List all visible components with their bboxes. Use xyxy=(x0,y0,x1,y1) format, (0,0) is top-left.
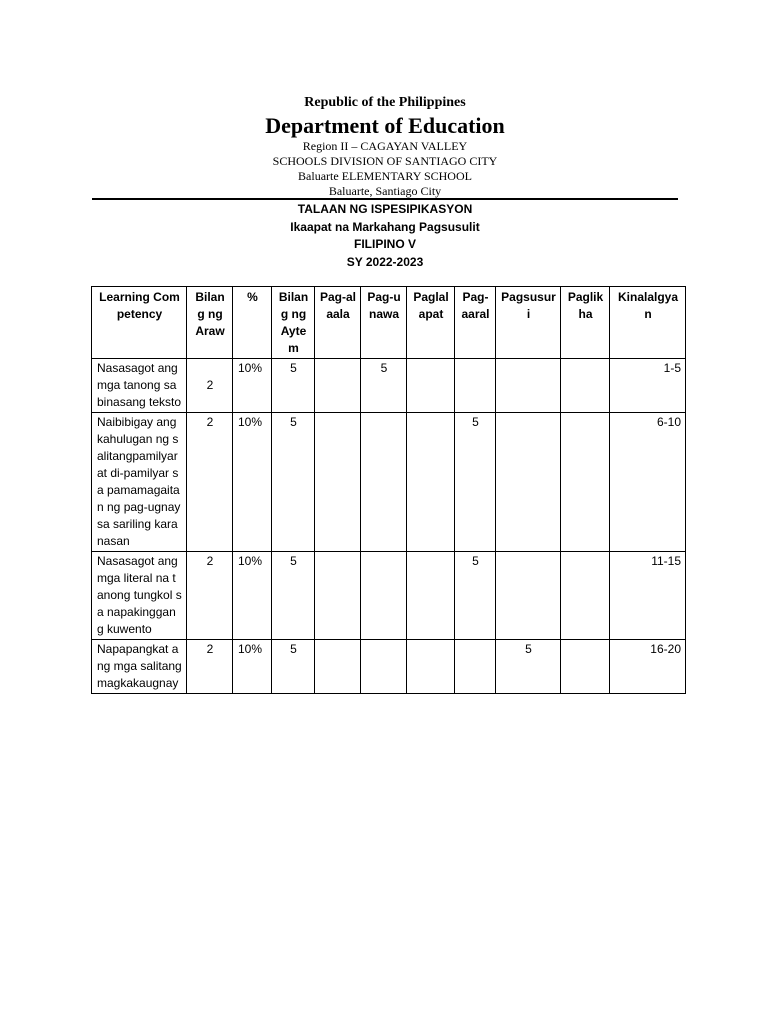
division-line: SCHOOLS DIVISION OF SANTIAGO CITY xyxy=(272,154,498,168)
pagalaala-cell xyxy=(315,413,361,552)
paglikha-cell xyxy=(561,552,610,640)
pagsusuri-cell xyxy=(496,552,561,640)
subject-line: FILIPINO V xyxy=(353,237,416,251)
table-row xyxy=(92,552,686,640)
pagunawa-cell xyxy=(361,552,407,640)
school-year-line: SY 2022-2023 xyxy=(346,254,424,269)
table-row xyxy=(92,413,686,552)
pagaaral-cell xyxy=(455,359,496,413)
paglalapat-cell xyxy=(407,640,455,694)
aytem-cell: 5 xyxy=(272,413,315,552)
header-cell: Paglikha xyxy=(561,287,610,359)
pagaaral-cell: 5 xyxy=(455,552,496,640)
header-cell: Bilang ng Aytem xyxy=(272,287,315,359)
document-titles xyxy=(92,201,678,271)
competency-cell: Nasasagot ang mga literal na tanong tungkol sa napakinggang kuwento xyxy=(92,552,187,640)
percent-cell: 10% xyxy=(233,552,272,640)
address-line: Baluarte, Santiago City xyxy=(328,184,442,198)
pagaaral-cell xyxy=(455,640,496,694)
paglikha-cell xyxy=(561,640,610,694)
republic-line: Republic of the Philippines xyxy=(304,95,466,110)
school-line: Baluarte ELEMENTARY SCHOOL xyxy=(298,169,472,183)
table-row xyxy=(92,640,686,694)
paglikha-cell xyxy=(561,413,610,552)
percent-cell: 10% xyxy=(233,640,272,694)
percent-cell: 10% xyxy=(233,359,272,413)
department-title: Department of Education xyxy=(265,113,505,138)
header-cell: Bilang ng Araw xyxy=(187,287,233,359)
kinalalagyan-cell: 6-10 xyxy=(610,413,686,552)
kinalalagyan-cell: 16-20 xyxy=(610,640,686,694)
header-divider xyxy=(92,198,678,200)
kinalalagyan-cell: 1-5 xyxy=(610,359,686,413)
aytem-cell: 5 xyxy=(272,552,315,640)
araw-cell: 2 xyxy=(187,413,233,552)
paglalapat-cell xyxy=(407,552,455,640)
specification-table xyxy=(91,286,686,694)
pagunawa-cell xyxy=(361,640,407,694)
header-cell: Pag-unawa xyxy=(361,287,407,359)
pagsusuri-cell xyxy=(496,359,561,413)
header-cell: Learning Competency xyxy=(92,287,187,359)
kinalalagyan-cell: 11-15 xyxy=(610,552,686,640)
pagalaala-cell xyxy=(315,552,361,640)
percent-cell: 10% xyxy=(233,413,272,552)
header-cell: Pag-aaral xyxy=(455,287,496,359)
pagunawa-cell: 5 xyxy=(361,359,407,413)
araw-cell: 2 xyxy=(187,359,233,413)
paglalapat-cell xyxy=(407,359,455,413)
aytem-cell: 5 xyxy=(272,359,315,413)
header-cell: Pag-alaala xyxy=(315,287,361,359)
pagsusuri-cell xyxy=(496,413,561,552)
table-header-row xyxy=(92,287,686,359)
pagaaral-cell: 5 xyxy=(455,413,496,552)
competency-cell: Nasasagot ang mga tanong sa binasang teksto xyxy=(92,359,187,413)
competency-cell: Napapangkat ang mga salitang magkakaugnay xyxy=(92,640,187,694)
pagalaala-cell xyxy=(315,359,361,413)
araw-cell: 2 xyxy=(187,640,233,694)
region-line: Region II – CAGAYAN VALLEY xyxy=(302,139,468,153)
document-title: TALAAN NG ISPESIPIKASYON xyxy=(297,202,473,216)
document-subtitle: Ikaapat na Markahang Pagsusulit xyxy=(290,219,480,234)
competency-cell: Naibibigay ang kahulugan ng salitangpamilyar at di-pamilyar sa pamamagaitan ng pag-ugnay sa sariling karanasan xyxy=(92,413,187,552)
aytem-cell: 5 xyxy=(272,640,315,694)
table-row xyxy=(92,359,686,413)
header-cell: Pagsusuri xyxy=(496,287,561,359)
pagalaala-cell xyxy=(315,640,361,694)
header-cell: Paglalapat xyxy=(407,287,455,359)
pagunawa-cell xyxy=(361,413,407,552)
header-cell: % xyxy=(233,287,272,359)
araw-cell: 2 xyxy=(187,552,233,640)
header-cell: Kinalalgyan xyxy=(610,287,686,359)
paglikha-cell xyxy=(561,359,610,413)
letterhead xyxy=(92,94,678,199)
paglalapat-cell xyxy=(407,413,455,552)
pagsusuri-cell: 5 xyxy=(496,640,561,694)
